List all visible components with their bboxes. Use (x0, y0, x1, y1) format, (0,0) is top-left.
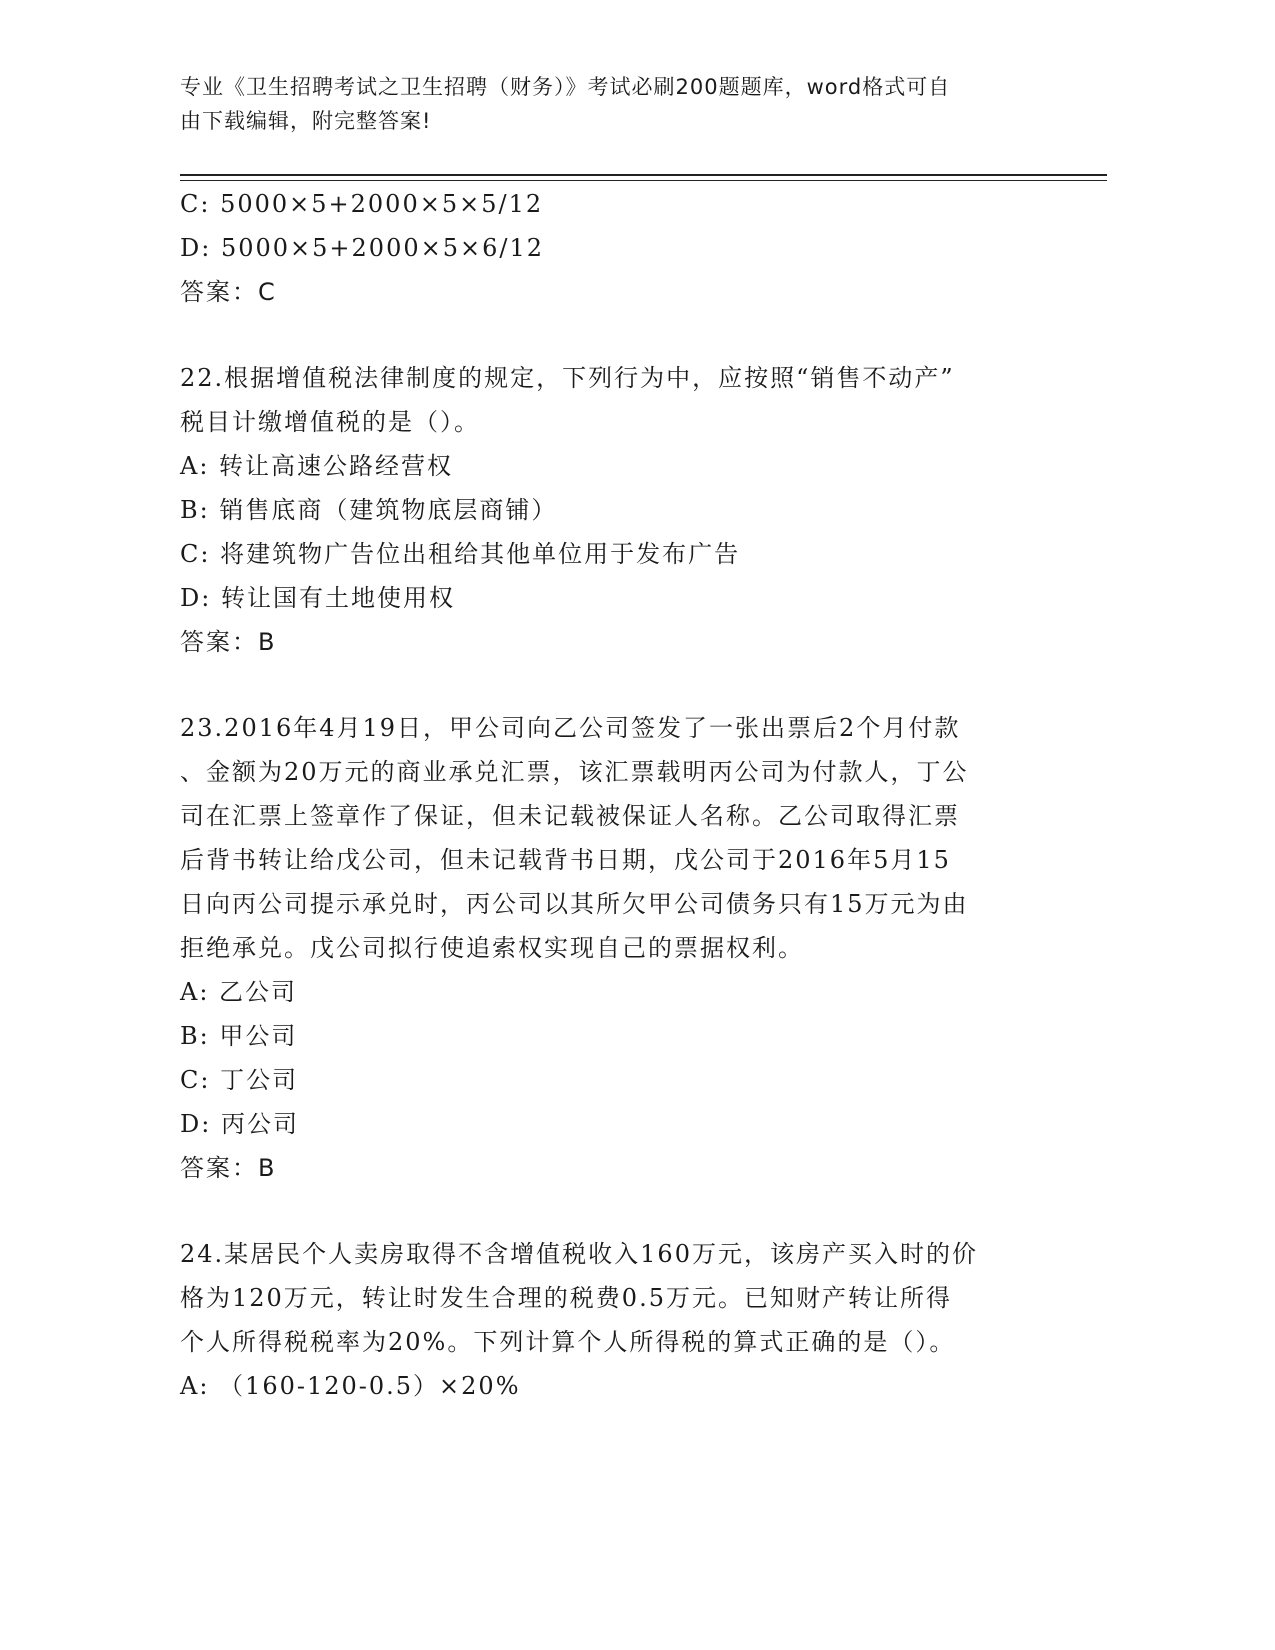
q22-answer: 答案：B (180, 628, 277, 656)
document-header (180, 70, 1030, 138)
question-spacer (180, 314, 1040, 356)
q22-option-b: B: 销售底商（建筑物底层商铺） (180, 496, 558, 524)
q23-option-a: A: 乙公司 (180, 978, 298, 1006)
q21-option-c: C: 5000×5+2000×5×5/12 (180, 190, 544, 218)
q23-option-d: D: 丙公司 (180, 1110, 299, 1138)
q22-stem-line-1: 22.根据增值税法律制度的规定，下列行为中，应按照“销售不动产” (180, 364, 955, 392)
q24-stem-line-1: 24.某居民个人卖房取得不含增值税收入160万元，该房产买入时的价 (180, 1240, 978, 1268)
q23-answer: 答案：B (180, 1154, 277, 1182)
header-divider-thick (180, 174, 1107, 176)
q24-stem-line-3: 个人所得税税率为20%。下列计算个人所得税的算式正确的是（）。 (180, 1328, 956, 1356)
question-spacer (180, 664, 1040, 706)
q24-option-a: A: （160-120-0.5）×20% (180, 1372, 521, 1400)
q22-option-c: C: 将建筑物广告位出租给其他单位用于发布广告 (180, 540, 741, 568)
q24-stem-line-2: 格为120万元，转让时发生合理的税费0.5万元。已知财产转让所得 (180, 1284, 952, 1312)
q23-stem-line-6: 拒绝承兑。戊公司拟行使追索权实现自己的票据权利。 (180, 934, 804, 962)
q23-stem-line-3: 司在汇票上签章作了保证，但未记载被保证人名称。乙公司取得汇票 (180, 802, 960, 830)
header-line-2: 由下载编辑，附完整答案! (180, 109, 432, 133)
q22-option-d: D: 转让国有土地使用权 (180, 584, 455, 612)
q23-option-c: C: 丁公司 (180, 1066, 299, 1094)
question-content (180, 182, 1040, 1408)
q22-option-a: A: 转让高速公路经营权 (180, 452, 454, 480)
q21-answer: 答案：C (180, 278, 277, 306)
q23-stem-line-4: 后背书转让给戊公司，但未记载背书日期，戊公司于2016年5月15 (180, 846, 951, 874)
header-line-1: 专业《卫生招聘考试之卫生招聘（财务）》考试必刷200题题库，word格式可自 (180, 75, 951, 99)
q23-option-b: B: 甲公司 (180, 1022, 298, 1050)
q21-option-d: D: 5000×5+2000×5×6/12 (180, 234, 544, 262)
question-spacer (180, 1190, 1040, 1232)
q23-stem-line-1: 23.2016年4月19日，甲公司向乙公司签发了一张出票后2个月付款 (180, 714, 961, 742)
q22-stem-line-2: 税目计缴增值税的是（）。 (180, 408, 480, 436)
q23-stem-line-5: 日向丙公司提示承兑时，丙公司以其所欠甲公司债务只有15万元为由 (180, 890, 969, 918)
q23-stem-line-2: 、金额为20万元的商业承兑汇票，该汇票载明丙公司为付款人，丁公 (180, 758, 969, 786)
header-divider-thin (180, 180, 1107, 181)
